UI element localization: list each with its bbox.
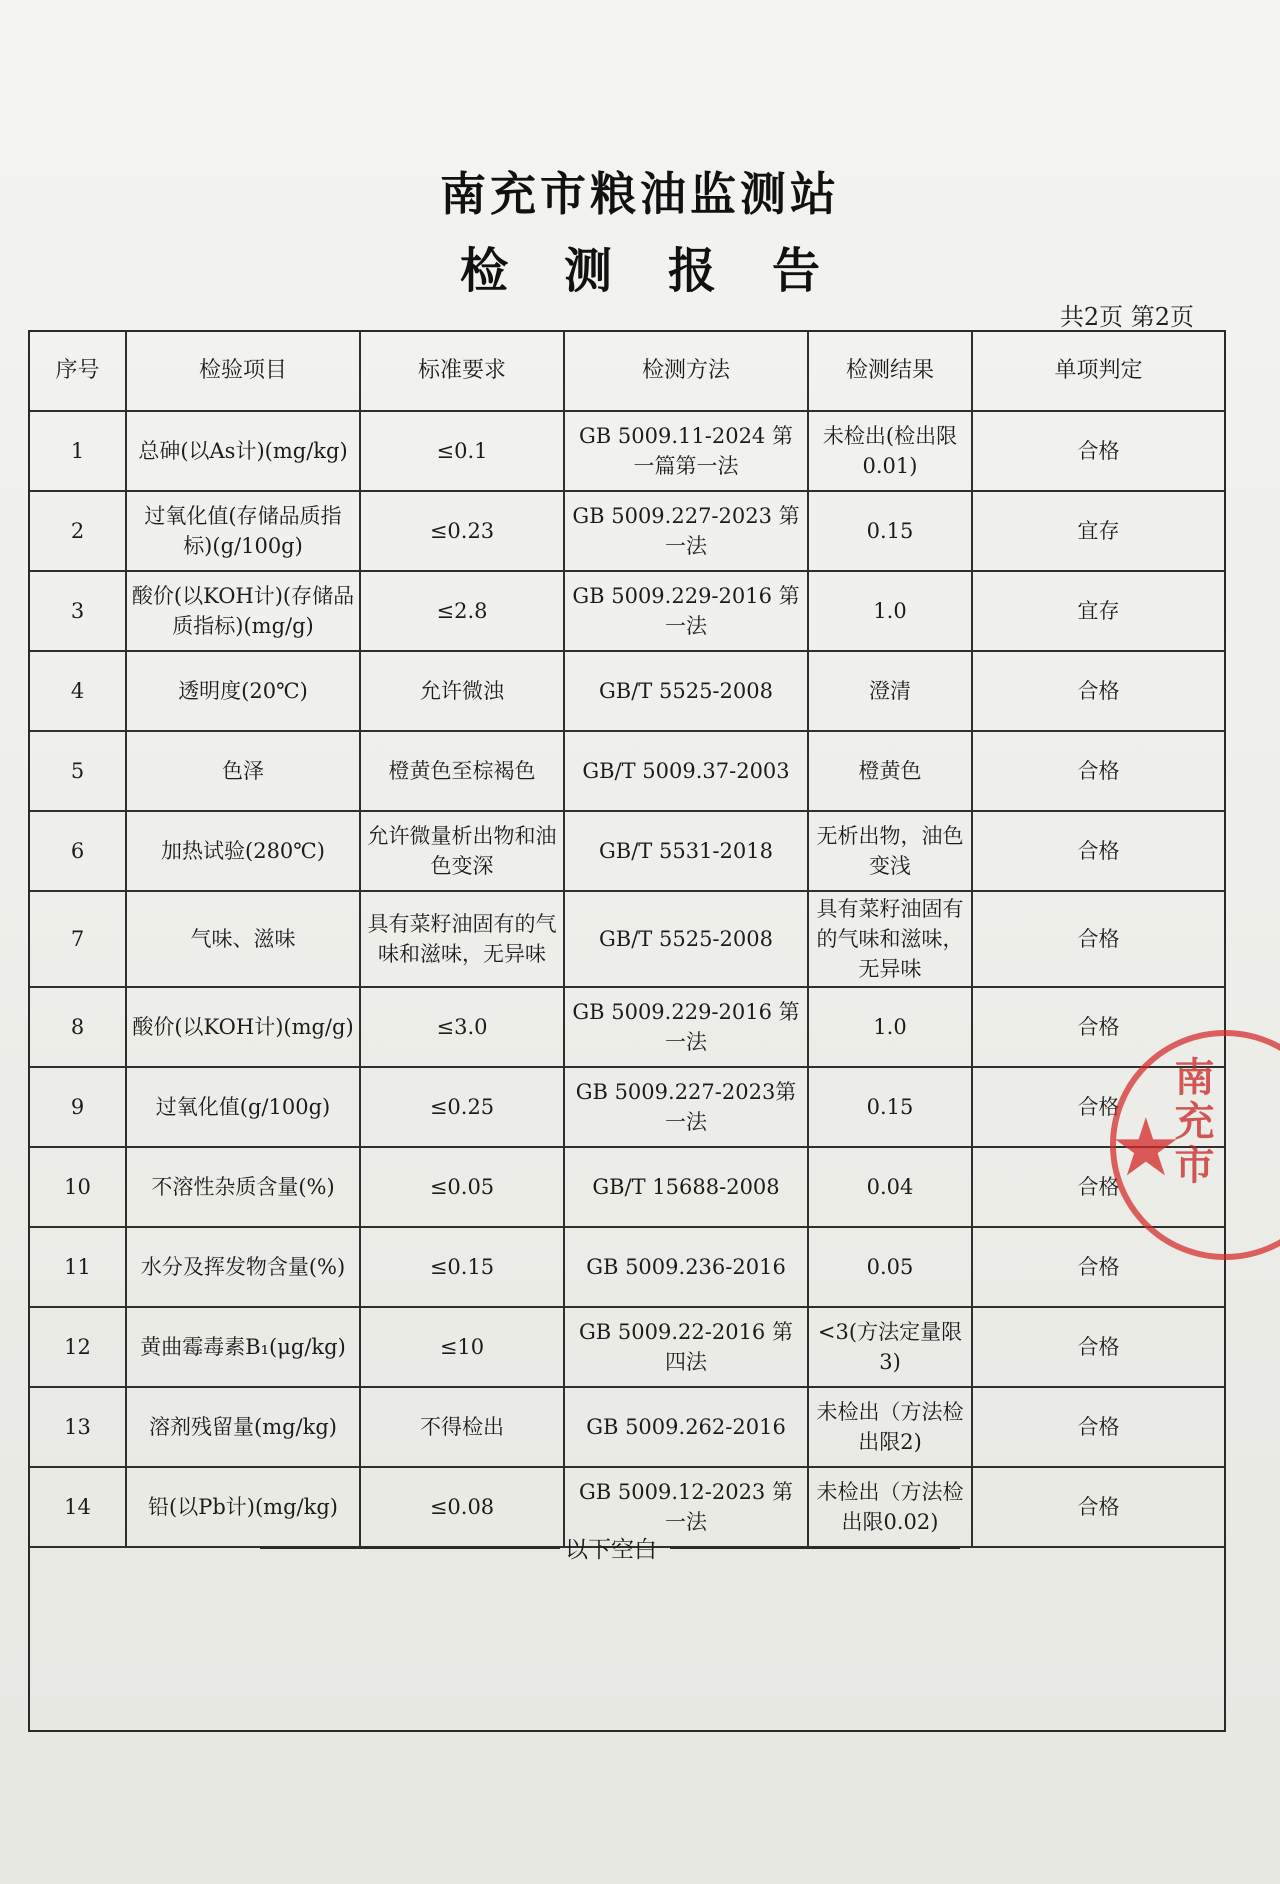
cell-method: GB 5009.262-2016 [564, 1387, 808, 1467]
cell-no: 2 [30, 491, 126, 571]
cell-item: 色泽 [126, 731, 360, 811]
cell-result: 1.0 [808, 571, 972, 651]
cell-result: 未检出（方法检出限2) [808, 1387, 972, 1467]
cell-item: 过氧化值(存储品质指标)(g/100g) [126, 491, 360, 571]
table-body [30, 411, 1224, 1547]
cell-standard: ≤0.15 [360, 1227, 564, 1307]
cell-result: 具有菜籽油固有的气味和滋味，无异味 [808, 891, 972, 987]
table-row [30, 987, 1224, 1067]
cell-result: 0.05 [808, 1227, 972, 1307]
cell-standard: ≤0.25 [360, 1067, 564, 1147]
cell-result: <3(方法定量限3) [808, 1307, 972, 1387]
cell-judgement: 合格 [972, 811, 1224, 891]
cell-judgement: 合格 [972, 1307, 1224, 1387]
cell-no: 3 [30, 571, 126, 651]
cell-judgement: 合格 [972, 987, 1224, 1067]
page-indicator: 共2页 第2页 [1059, 303, 1194, 331]
cell-judgement: 合格 [972, 731, 1224, 811]
cell-judgement: 宜存 [972, 491, 1224, 571]
cell-item: 铅(以Pb计)(mg/kg) [126, 1467, 360, 1547]
cell-item: 酸价(以KOH计)(存储品质指标)(mg/g) [126, 571, 360, 651]
cell-item: 总砷(以As计)(mg/kg) [126, 411, 360, 491]
cell-no: 8 [30, 987, 126, 1067]
divider-left [260, 1547, 560, 1549]
cell-standard: ≤3.0 [360, 987, 564, 1067]
cell-result: 澄清 [808, 651, 972, 731]
table-row [30, 731, 1224, 811]
cell-method: GB 5009.236-2016 [564, 1227, 808, 1307]
cell-result: 无析出物，油色变浅 [808, 811, 972, 891]
cell-judgement: 宜存 [972, 571, 1224, 651]
cell-no: 11 [30, 1227, 126, 1307]
cell-judgement: 合格 [972, 651, 1224, 731]
table-row [30, 1307, 1224, 1387]
cell-method: GB 5009.227-2023 第一法 [564, 491, 808, 571]
cell-judgement: 合格 [972, 1147, 1224, 1227]
cell-item: 加热试验(280℃) [126, 811, 360, 891]
cell-item: 不溶性杂质含量(%) [126, 1147, 360, 1227]
cell-method: GB 5009.11-2024 第一篇第一法 [564, 411, 808, 491]
table-row [30, 571, 1224, 651]
cell-result: 未检出(检出限0.01) [808, 411, 972, 491]
cell-item: 气味、滋味 [126, 891, 360, 987]
table-row [30, 811, 1224, 891]
cell-no: 7 [30, 891, 126, 987]
cell-method: GB/T 15688-2008 [564, 1147, 808, 1227]
table-row [30, 651, 1224, 731]
cell-result: 未检出（方法检出限0.02) [808, 1467, 972, 1547]
header-item: 检验项目 [126, 332, 360, 411]
cell-standard: ≤0.08 [360, 1467, 564, 1547]
cell-no: 13 [30, 1387, 126, 1467]
cell-method: GB/T 5525-2008 [564, 891, 808, 987]
cell-judgement: 合格 [972, 1067, 1224, 1147]
cell-standard: 不得检出 [360, 1387, 564, 1467]
cell-standard: ≤0.23 [360, 491, 564, 571]
cell-standard: ≤10 [360, 1307, 564, 1387]
organization-title: 南充市粮油监测站 [440, 167, 840, 221]
header-standard: 标准要求 [360, 332, 564, 411]
cell-item: 水分及挥发物含量(%) [126, 1227, 360, 1307]
cell-item: 透明度(20℃) [126, 651, 360, 731]
table-row [30, 1227, 1224, 1307]
cell-method: GB 5009.22-2016 第四法 [564, 1307, 808, 1387]
header-result: 检测结果 [808, 332, 972, 411]
cell-judgement: 合格 [972, 411, 1224, 491]
table-row [30, 1147, 1224, 1227]
table-row [30, 1067, 1224, 1147]
cell-result: 0.15 [808, 491, 972, 571]
cell-item: 溶剂残留量(mg/kg) [126, 1387, 360, 1467]
divider-right [670, 1547, 960, 1549]
cell-method: GB/T 5525-2008 [564, 651, 808, 731]
cell-item: 黄曲霉毒素B₁(μg/kg) [126, 1307, 360, 1387]
report-title: 检测报告 [459, 243, 876, 299]
cell-no: 10 [30, 1147, 126, 1227]
cell-item: 过氧化值(g/100g) [126, 1067, 360, 1147]
cell-method: GB/T 5009.37-2003 [564, 731, 808, 811]
table-header-row [30, 332, 1224, 411]
blank-below-text: 以下空白 [565, 1537, 657, 1563]
cell-item: 酸价(以KOH计)(mg/g) [126, 987, 360, 1067]
report-table [30, 332, 1224, 1548]
cell-no: 1 [30, 411, 126, 491]
cell-standard: 允许微量析出物和油色变深 [360, 811, 564, 891]
report-table-frame [28, 330, 1226, 1732]
cell-standard: ≤0.1 [360, 411, 564, 491]
cell-standard: ≤2.8 [360, 571, 564, 651]
cell-judgement: 合格 [972, 1467, 1224, 1547]
cell-standard: 允许微浊 [360, 651, 564, 731]
cell-method: GB 5009.229-2016 第一法 [564, 987, 808, 1067]
header-method: 检测方法 [564, 332, 808, 411]
table-row [30, 1387, 1224, 1467]
cell-judgement: 合格 [972, 891, 1224, 987]
cell-no: 5 [30, 731, 126, 811]
seal-star-icon: ★ [1110, 1101, 1182, 1194]
cell-no: 4 [30, 651, 126, 731]
cell-no: 12 [30, 1307, 126, 1387]
table-row [30, 891, 1224, 987]
cell-standard: 具有菜籽油固有的气味和滋味，无异味 [360, 891, 564, 987]
cell-no: 14 [30, 1467, 126, 1547]
cell-method: GB/T 5531-2018 [564, 811, 808, 891]
table-row [30, 491, 1224, 571]
header-judgement: 单项判定 [972, 332, 1224, 411]
cell-judgement: 合格 [972, 1227, 1224, 1307]
cell-result: 1.0 [808, 987, 972, 1067]
cell-judgement: 合格 [972, 1387, 1224, 1467]
cell-result: 橙黄色 [808, 731, 972, 811]
cell-method: GB 5009.12-2023 第一法 [564, 1467, 808, 1547]
table-row [30, 411, 1224, 491]
seal-text: 南充市 [1168, 1056, 1215, 1188]
cell-result: 0.04 [808, 1147, 972, 1227]
cell-method: GB 5009.227-2023第一法 [564, 1067, 808, 1147]
header-no: 序号 [30, 332, 126, 411]
cell-result: 0.15 [808, 1067, 972, 1147]
cell-standard: ≤0.05 [360, 1147, 564, 1227]
cell-standard: 橙黄色至棕褐色 [360, 731, 564, 811]
cell-no: 6 [30, 811, 126, 891]
cell-method: GB 5009.229-2016 第一法 [564, 571, 808, 651]
blank-below-marker [230, 1527, 960, 1567]
cell-no: 9 [30, 1067, 126, 1147]
